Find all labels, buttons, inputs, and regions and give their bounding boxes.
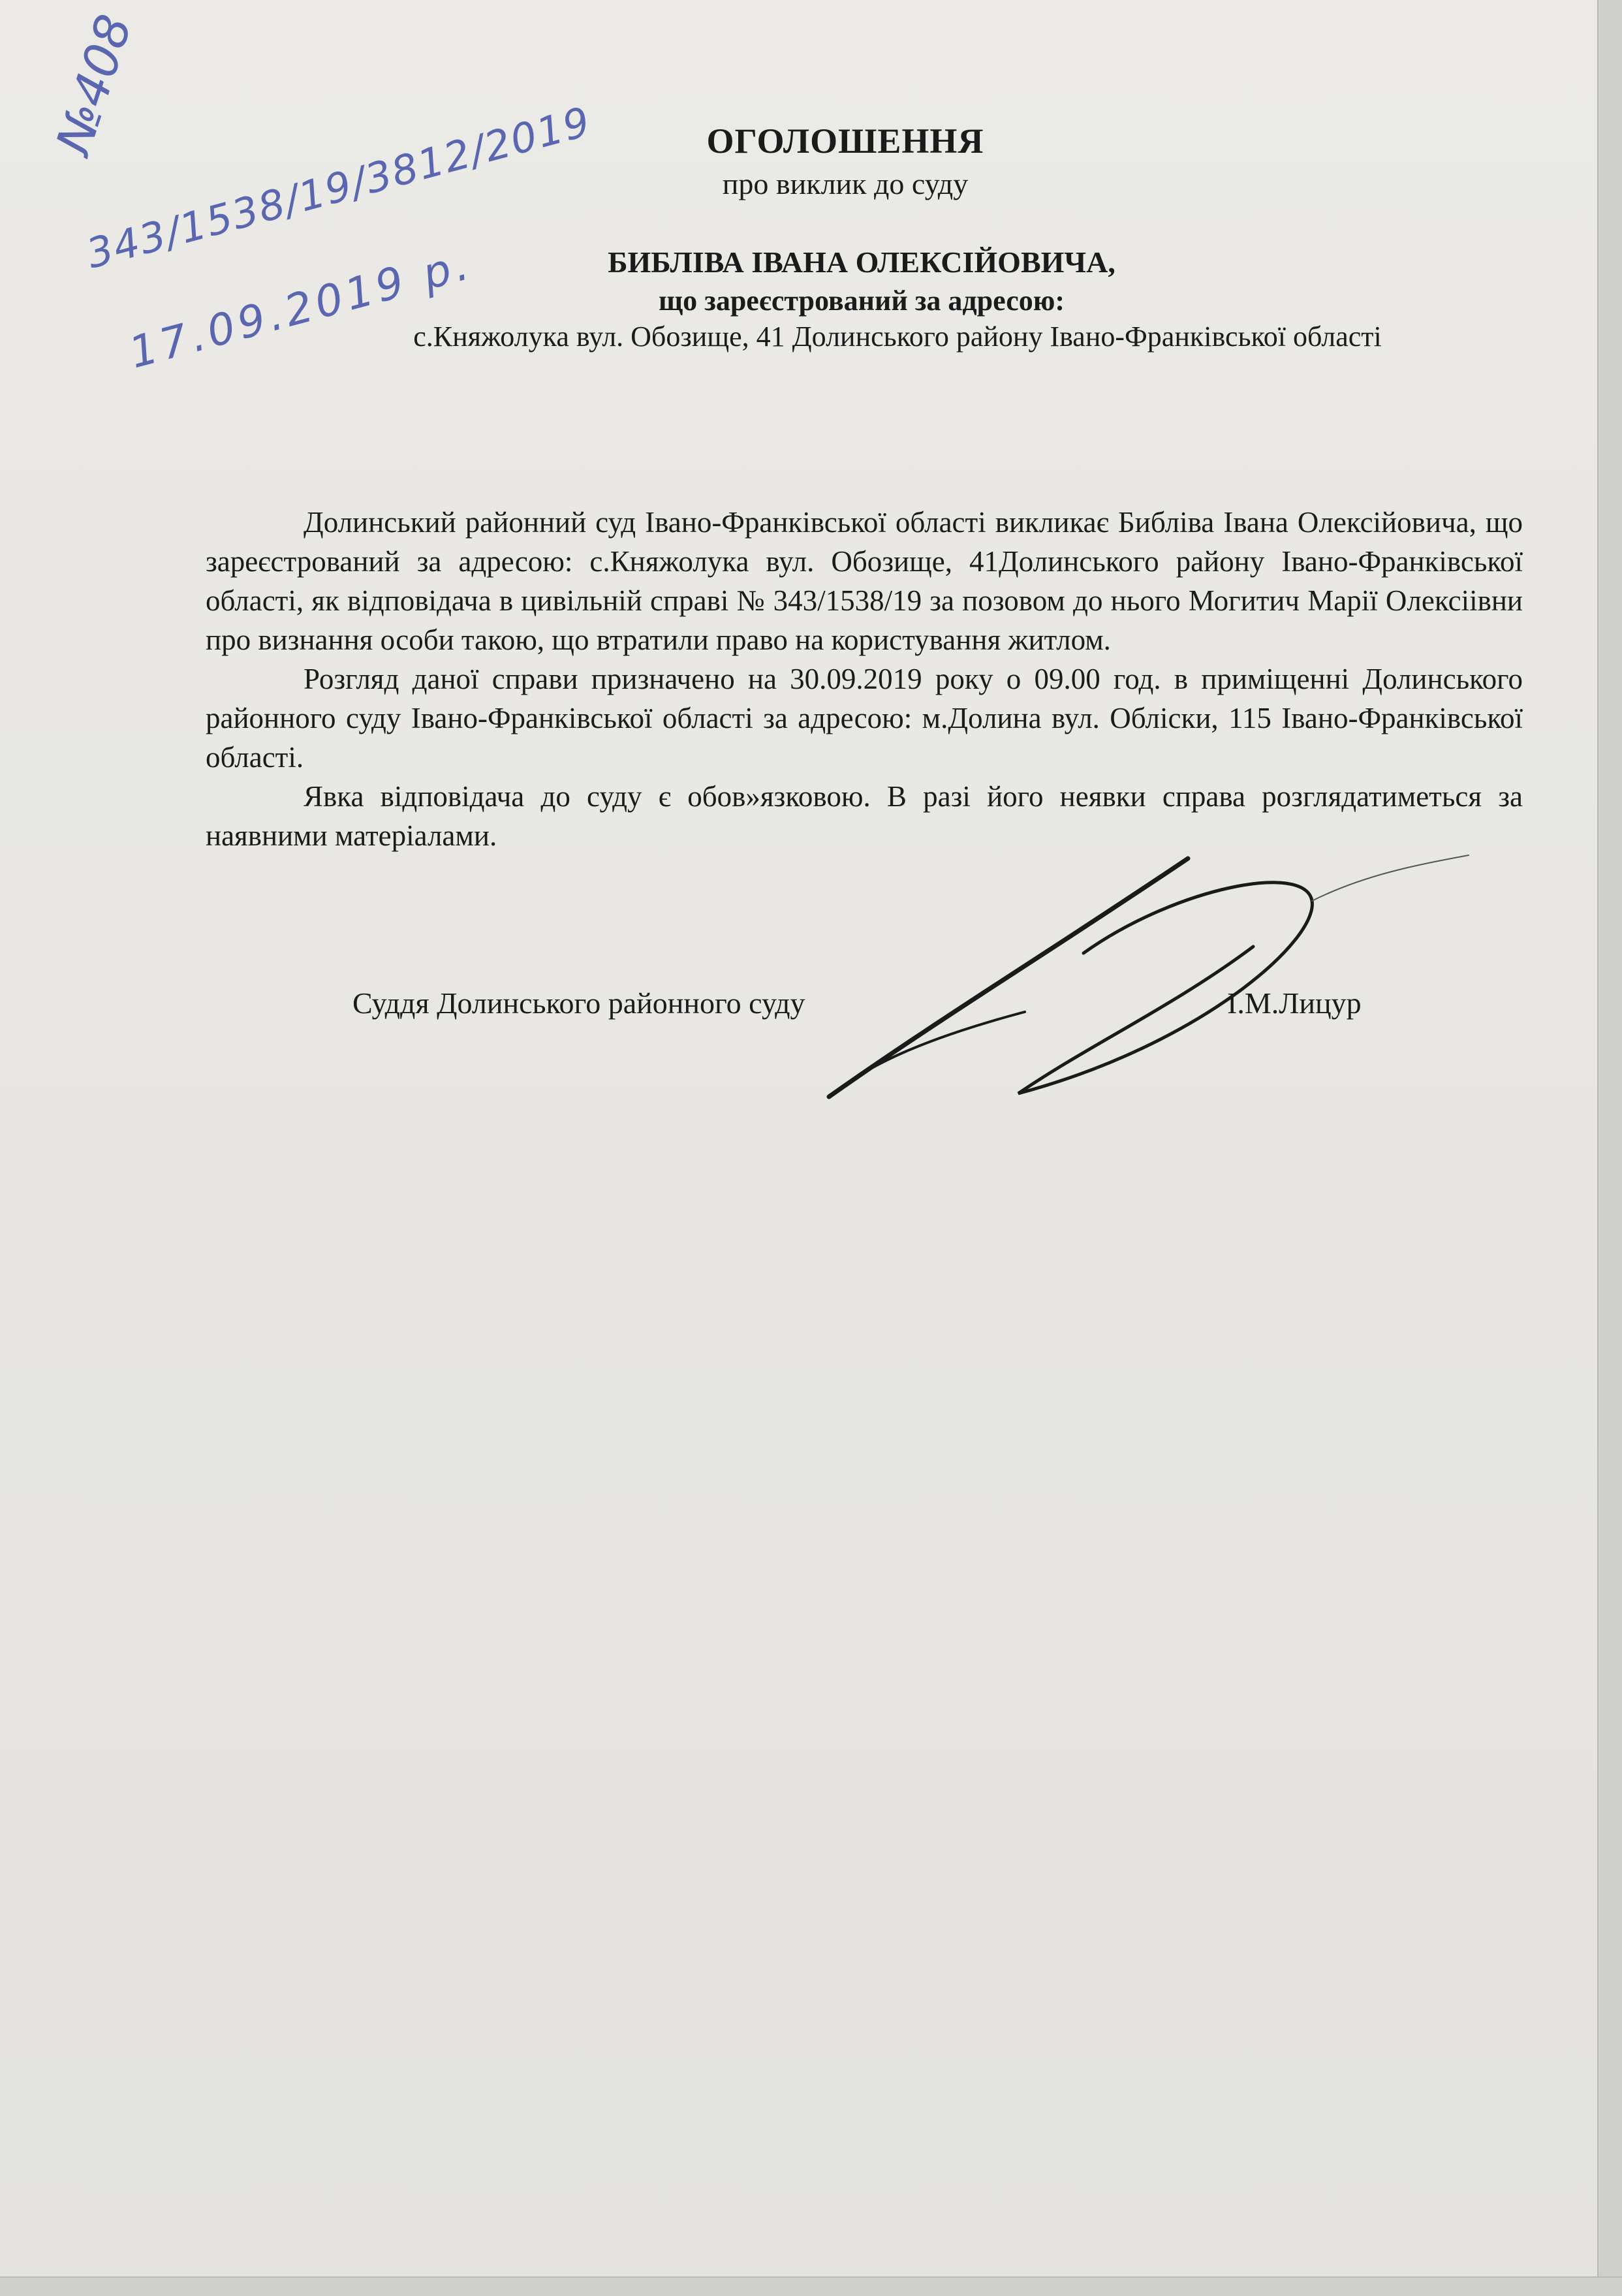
notice-subtitle: про виклик до суду <box>722 167 969 200</box>
handwritten-number: №408 <box>46 8 144 161</box>
body-paragraph: Розгляд даної справи призначено на 30.09.2019 року о 09.00 год. в приміщенні Долинського районного суду Івано-Франківської області за адресою: м.Долина вул. Обліски, 115 Івано-Франківської області. <box>206 663 1523 774</box>
body-paragraph: Долинський районний суд Івано-Франківської області викликає Библіва Івана Олексійовича, що зареєстрований за адресою: с.Княжолука вул. Обозище, 41Долинського району Івано-Франківської області, як відповідача в цивільній справі № 343/1538/19 за позовом до нього Могитич Марії Олексіівни про визнання особи такою, що втратили право на користування житлом. <box>206 506 1523 656</box>
handwritten-signature <box>809 849 1475 1123</box>
defendant-address: с.Княжолука вул. Обозище, 41 Долинського району Івано-Франківської області <box>413 321 1382 353</box>
notice-title: ОГОЛОШЕННЯ <box>706 121 984 161</box>
body-paragraph: Явка відповідача до суду є обов»язковою. В разі його неявки справа розглядатиметься за наявними матеріалами. <box>206 780 1523 852</box>
notice-body <box>206 503 1523 855</box>
scan-edge-bottom <box>0 2276 1622 2296</box>
signatory-name: І.М.Лицур <box>1227 986 1362 1020</box>
defendant-name: БИБЛІВА ІВАНА ОЛЕКСІЙОВИЧА, <box>608 245 1115 279</box>
handwritten-case-reference: 343/1538/19/3812/2019 <box>82 97 596 278</box>
handwritten-date: 17.09.2019 р. <box>124 238 478 379</box>
signature-label: Суддя Долинського районного суду <box>352 986 805 1020</box>
registered-label: що зареєстрований за адресою: <box>659 285 1065 317</box>
